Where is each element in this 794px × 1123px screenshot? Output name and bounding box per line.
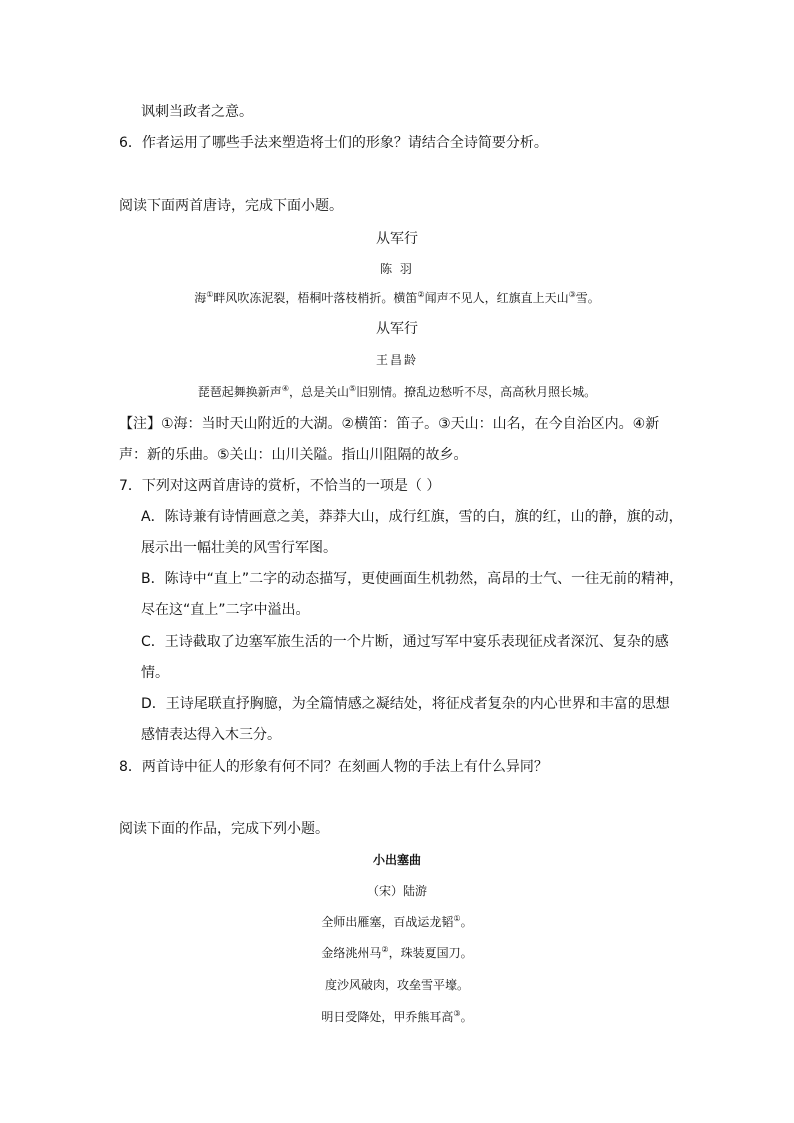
poem3-line-2: 金络洮州马②，珠装夏国刀。 (321, 945, 473, 960)
notes-line-2: 声：新的乐曲。⑤关山：山川关隘。指山川阻隔的故乡。 (119, 447, 468, 463)
option-d-line-2: 感情表达得入木三分。 (141, 727, 281, 743)
section3-intro: 阅读下面的作品，完成下列小题。 (119, 821, 329, 837)
footnote-marker: ① (206, 290, 214, 299)
previous-answer-line: 讽刺当政者之意。 (141, 104, 253, 120)
poem2-author: 王昌龄 (375, 353, 418, 367)
question-6: 6．作者运用了哪些手法来塑造将士们的形象？请结合全诗简要分析。 (119, 135, 548, 151)
footnote-marker: ③ (453, 1009, 461, 1018)
footnote-marker: ④ (281, 384, 289, 393)
footnote-marker: ⑤ (349, 384, 357, 393)
footnote-marker: ② (381, 945, 389, 954)
notes-line-1: 【注】①海：当时天山附近的大湖。②横笛：笛子。③天山：山名，在今自治区内。④新 (119, 416, 660, 432)
poem3-title: 小出塞曲 (372, 853, 421, 867)
option-b-line-1: B．陈诗中“直上”二字的动态描写，更使画面生机勃然，高昂的士气、一往无前的精神， (141, 571, 684, 587)
footnote-marker: ① (453, 914, 461, 923)
poem1-author: 陈 羽 (380, 262, 414, 276)
question-7: 7．下列对这两首唐诗的赏析，不恰当的一项是（ ） (119, 478, 441, 494)
option-a-line-2: 展示出一幅壮美的风雪行军图。 (141, 540, 337, 556)
option-a-line-1: A．陈诗兼有诗情画意之美，莽莽大山，成行红旗，雪的白，旗的红，山的静，旗的动， (141, 509, 683, 525)
poem3-line-1: 全师出雁塞，百战运龙韬①。 (321, 914, 473, 929)
option-b-line-2: 尽在这“直上”二字中溢出。 (141, 602, 310, 618)
option-c-line-2: 情。 (141, 665, 169, 681)
poem2-title: 从军行 (376, 321, 418, 337)
question-8: 8．两首诗中征人的形象有何不同？在刻画人物的手法上有什么异同？ (119, 759, 548, 775)
poem1-text: 海①畔风吹冻泥裂，梧桐叶落枝梢折。横笛②闻声不见人，红旗直上天山③雪。 (194, 290, 600, 305)
section2-intro: 阅读下面两首唐诗，完成下面小题。 (119, 198, 343, 214)
poem3-author: （宋）陆游 (366, 884, 427, 898)
poem1-title: 从军行 (376, 231, 418, 247)
option-d-line-1: D．王诗尾联直抒胸臆，为全篇情感之凝结处，将征戍者复杂的内心世界和丰富的思想 (141, 696, 670, 712)
footnote-marker: ③ (568, 290, 576, 299)
option-c-line-1: C．王诗截取了边塞军旅生活的一个片断，通过写军中宴乐表现征戍者深沉、复杂的感 (141, 634, 669, 650)
poem3-line-4: 明日受降处，甲乔熊耳高③。 (321, 1009, 473, 1024)
poem3-line-3: 度沙风破肉，攻垒雪平壕。 (324, 978, 469, 992)
footnote-marker: ② (417, 290, 425, 299)
poem2-text: 琵琶起舞换新声④，总是关山⑤旧别情。撩乱边愁听不尽，高高秋月照长城。 (197, 384, 597, 399)
